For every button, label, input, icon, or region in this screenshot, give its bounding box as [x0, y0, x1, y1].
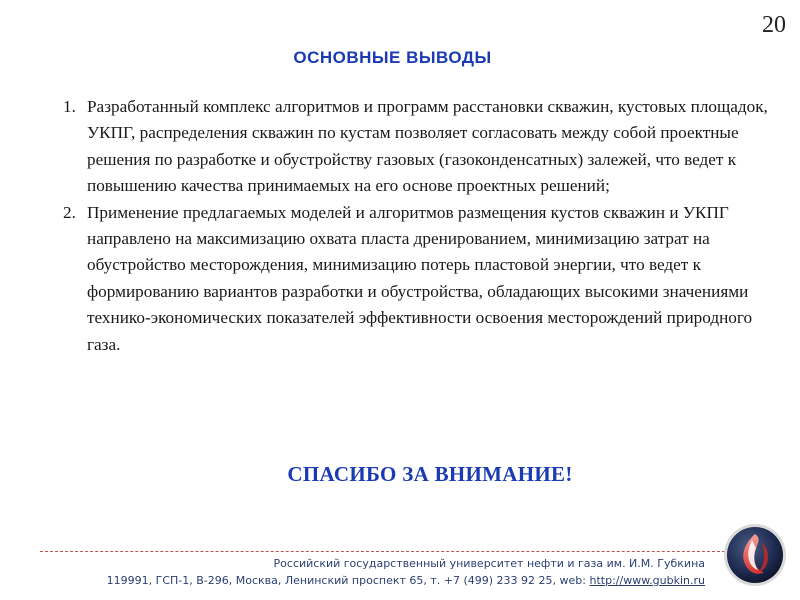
conclusion-text: Применение предлагаемых моделей и алгоритмов размещения кустов скважин и УКПГ направлено на максимизацию охвата пласта дренированием, минимизацию затрат на обустройство месторождения, минимизацию потерь пластовой энергии, что ведет к формированию вариантов разработки и обустройства, обладающих высокими значениями технико-экономических показателей эффективности освоения месторождений природного газа. — [87, 202, 753, 354]
conclusion-item — [60, 200, 780, 358]
footer-divider — [40, 551, 730, 552]
page-number: 20 — [762, 12, 786, 38]
conclusion-number: 2. — [63, 202, 76, 222]
conclusion-text: Разработанный комплекс алгоритмов и программ расстановки скважин, кустовых площадок, УКПГ, распределения скважин по кустам позволяет согласовать между собой проектные решения по разработке и обустройству газовых (газоконденсатных) залежей, что ведет к повышению качества принимаемых на его основе проектных решений; — [87, 97, 768, 196]
conclusion-item — [60, 94, 780, 200]
slide-title: ОСНОВНЫЕ ВЫВОДЫ — [293, 48, 492, 67]
conclusion-number: 1. — [63, 97, 76, 116]
footer-address-line — [0, 574, 705, 587]
footer-website-link[interactable]: http://www.gubkin.ru — [589, 574, 705, 587]
university-logo-icon — [722, 522, 788, 588]
footer-address: 119991, ГСП-1, В-296, Москва, Ленинский проспект 65, т. +7 (499) 233 92 25, web: — [106, 574, 590, 587]
footer-university: Российский государственный университет нефти и газа им. И.М. Губкина — [273, 557, 705, 570]
conclusions-list — [60, 94, 780, 358]
thanks-message: СПАСИБО ЗА ВНИМАНИЕ! — [287, 462, 573, 486]
